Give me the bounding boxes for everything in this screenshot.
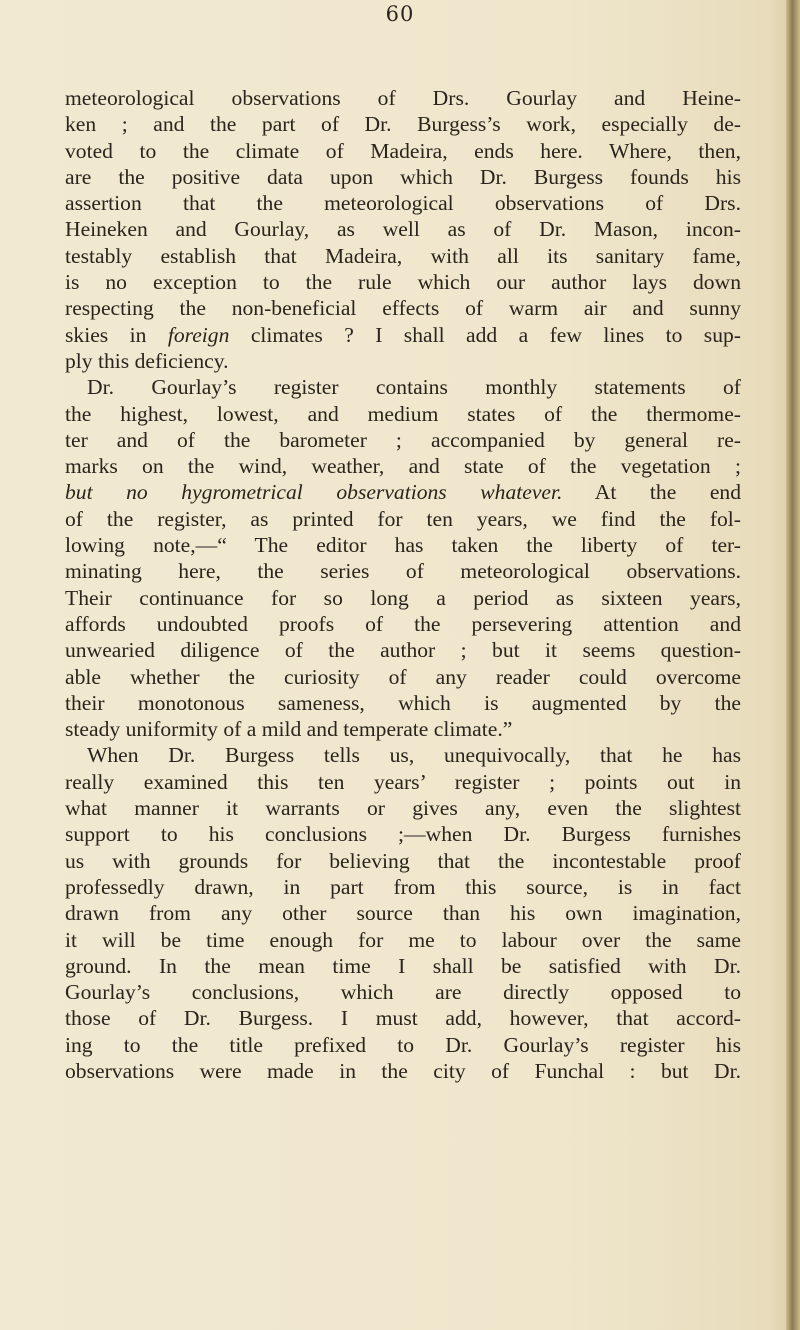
text-line: lowing note,—“ The editor has taken the liberty of ter- [65,533,741,558]
text-line: observations were made in the city of Funchal : but Dr. [65,1058,741,1083]
text-line-with-emphasis [65,479,741,505]
text-line: affords undoubted proofs of the persevering attention and [65,611,741,636]
text-line: Dr. Gourlay’s register contains monthly statements of [87,375,741,400]
text-line: Gourlay’s conclusions, which are directly opposed to [65,980,741,1005]
text-line: their monotonous sameness, which is augmented by the [65,690,741,715]
text-fragment: climates ? I shall add a few lines to sup- [229,322,741,347]
text-fragment: skies in [65,322,168,347]
text-line: ing to the title prefixed to Dr. Gourlay’s register his [65,1032,741,1057]
text-line: professedly drawn, in part from this source, is in fact [65,874,741,899]
text-line: what manner it warrants or gives any, even the slightest [65,796,741,821]
text-line: voted to the climate of Madeira, ends here. Where, then, [65,138,741,163]
text-line: us with grounds for believing that the incontestable proof [65,848,741,873]
emphasis-foreign: foreign [167,322,230,347]
text-line: support to his conclusions ;—when Dr. Burgess furnishes [65,822,741,847]
text-line: When Dr. Burgess tells us, unequivocally, that he has [87,743,741,768]
text-line-with-emphasis [65,322,741,348]
page-edge [786,0,800,1330]
text-line: Heineken and Gourlay, as well as of Dr. Mason, incon- [65,217,741,242]
text-fragment: At the end [562,480,742,505]
text-line: those of Dr. Burgess. I must add, however, that accord- [65,1006,741,1031]
page-number: 60 [385,2,415,26]
text-line: assertion that the meteorological observations of Drs. [65,191,741,216]
text-line: respecting the non-beneficial effects of warm air and sunny [65,296,741,321]
text-line: able whether the curiosity of any reader could overcome [65,664,741,689]
text-line: meteorological observations of Drs. Gourlay and Heine- [65,86,741,110]
text-line: it will be time enough for me to labour over the same [65,927,741,952]
text-line: the highest, lowest, and medium states of the thermome- [65,401,741,426]
text-line: ter and of the barometer ; accompanied by general re- [65,427,741,452]
text-line: really examined this ten years’ register ; points out in [65,769,741,794]
text-line: unwearied diligence of the author ; but it seems question- [65,638,741,663]
text-line: of the register, as printed for ten years, we find the fol- [65,506,741,531]
text-line: Their continuance for so long a period as sixteen years, [65,585,741,610]
text-line: drawn from any other source than his own imagination, [65,901,741,926]
text-line: is no exception to the rule which our author lays down [65,270,741,295]
body-text [65,85,741,1084]
emphasis-hygrometrical: but no hygrometrical observations whatever. [65,480,563,505]
text-line: minating here, the series of meteorological observations. [65,559,741,584]
text-line: are the positive data upon which Dr. Burgess founds his [65,164,741,189]
text-line: steady uniformity of a mild and temperate climate.” [65,717,513,742]
text-line: testably establish that Madeira, with all its sanitary fame, [65,243,741,268]
text-line: ply this deficiency. [65,348,229,373]
text-line: ken ; and the part of Dr. Burgess’s work, especially de- [65,112,741,137]
text-line: ground. In the mean time I shall be satisfied with Dr. [65,953,741,978]
text-line: marks on the wind, weather, and state of the vegetation ; [65,454,741,479]
